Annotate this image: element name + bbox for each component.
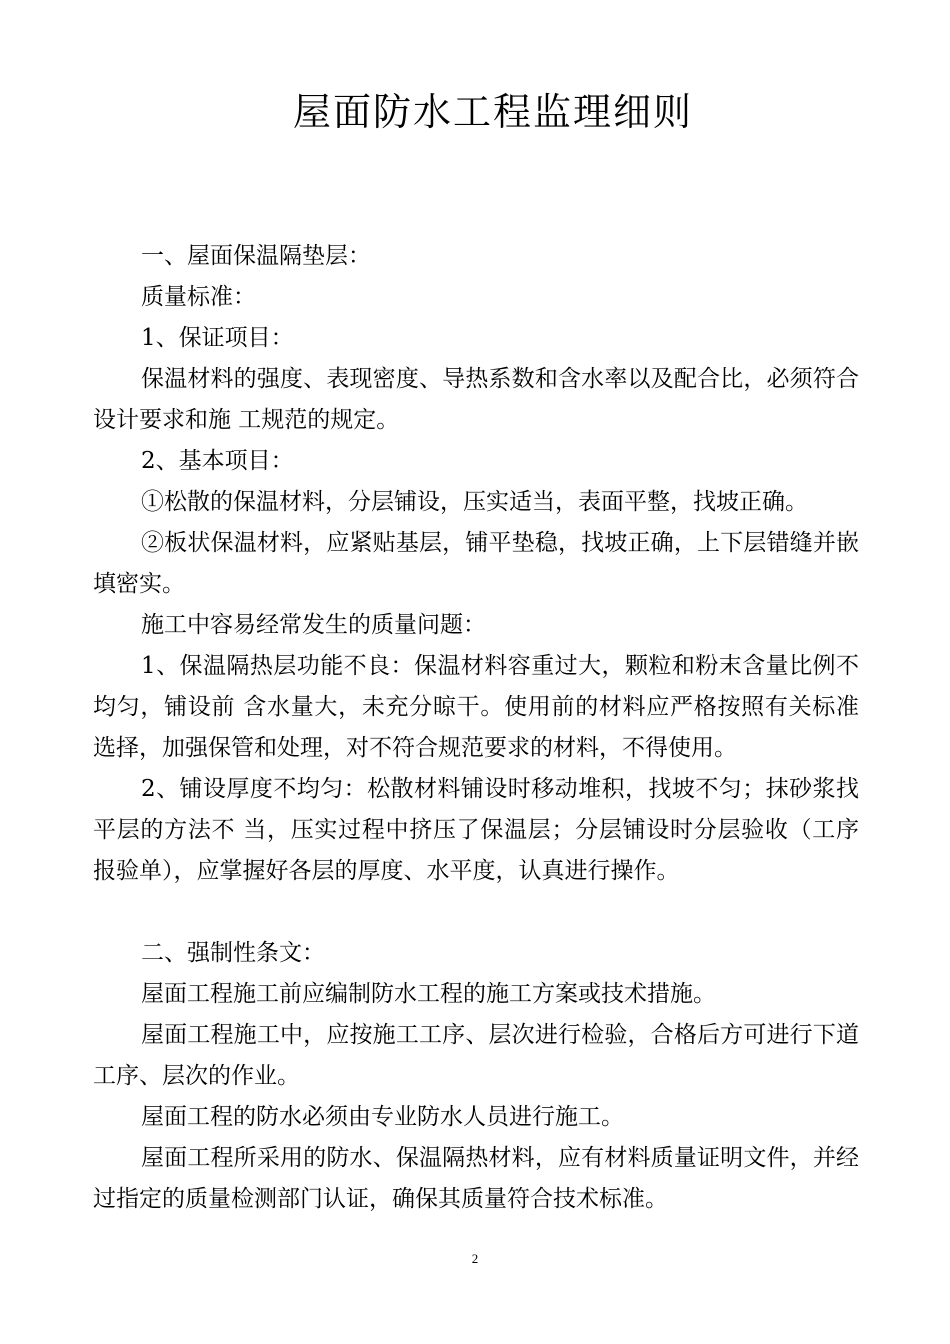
paragraph: 屋面工程施工前应编制防水工程的施工方案或技术措施。: [141, 981, 716, 1007]
paragraph: 2、基本项目：: [141, 448, 294, 474]
paragraph: 施工中容易经常发生的质量问题：: [141, 612, 486, 638]
paragraph: 1、保证项目：: [141, 325, 294, 351]
document-body: [93, 236, 859, 1220]
paragraph: ①松散的保温材料，分层铺设，压实适当，表面平整，找坡正确。: [141, 489, 808, 515]
paragraph: 屋面工程所采用的防水、保温隔热材料，应有材料质量证明文件，并经过指定的质量检测部门认证，确保其质量符合技术标准。: [93, 1145, 859, 1212]
section-heading: 一、屋面保温隔垫层：: [141, 243, 371, 269]
paragraph: ②板状保温材料，应紧贴基层，铺平垫稳，找坡正确，上下层错缝并嵌填密实。: [93, 530, 859, 597]
paragraph: 质量标准：: [141, 284, 256, 310]
section-heading: 二、强制性条文：: [141, 940, 325, 966]
paragraph: 屋面工程施工中，应按施工工序、层次进行检验，合格后方可进行下道工序、层次的作业。: [93, 1022, 859, 1089]
section-spacer: [93, 892, 859, 933]
page-number: 2: [471, 1251, 479, 1266]
document-title: 屋面防水工程监理细则: [292, 90, 693, 134]
paragraph: 保温材料的强度、表现密度、导热系数和含水率以及配合比，必须符合设计要求和施 工规范的规定。: [93, 366, 859, 433]
paragraph: 2、铺设厚度不均匀：松散材料铺设时移动堆积，找坡不匀；抹砂浆找平层的方法不 当，压实过程中挤压了保温层；分层铺设时分层验收（工序报验单），应掌握好各层的厚度、水平度，认真进行操作。: [93, 776, 859, 884]
paragraph: 屋面工程的防水必须由专业防水人员进行施工。: [141, 1104, 624, 1130]
paragraph: 1、保温隔热层功能不良：保温材料容重过大，颗粒和粉末含量比例不均匀，铺设前 含水量大，未充分晾干。使用前的材料应严格按照有关标准选择，加强保管和处理，对不符合规范要求的材料，不得使用。: [93, 653, 859, 761]
